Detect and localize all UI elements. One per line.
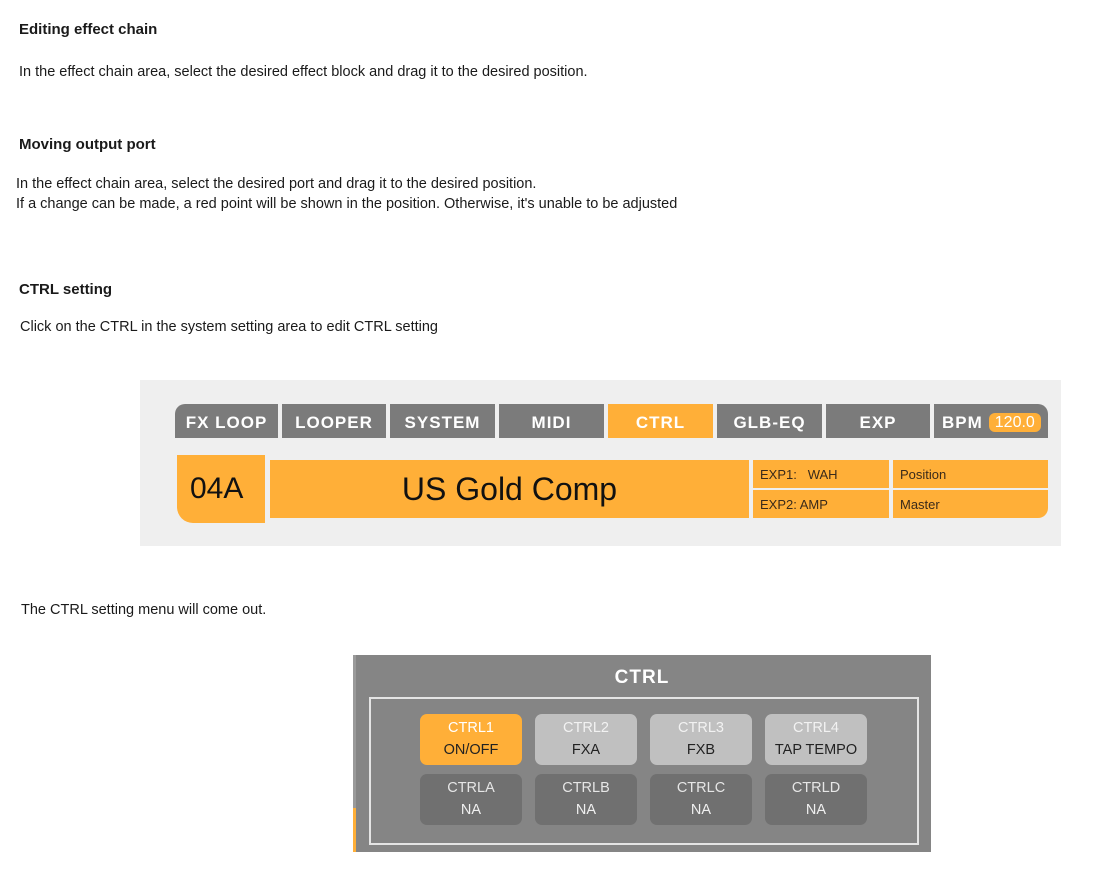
ctrl-menu-screenshot: [353, 655, 931, 852]
ctrlb-value: NA: [575, 802, 597, 818]
tab-midi[interactable]: MIDI: [499, 404, 604, 438]
ctrlc-value: NA: [690, 802, 712, 818]
tab-glb-eq[interactable]: GLB-EQ: [717, 404, 822, 438]
system-tab-bar: [175, 404, 1048, 438]
ctrl1-label: CTRL1: [448, 720, 494, 736]
ctrlb-label: CTRLB: [562, 780, 610, 796]
ctrl1-value: ON/OFF: [443, 742, 499, 758]
ctrl2-value: FXA: [571, 742, 601, 758]
section-title-moving-output-port: Moving output port: [19, 136, 156, 153]
ctrlc-label: CTRLC: [676, 780, 726, 796]
ctrl4-button[interactable]: [765, 714, 867, 765]
ctrld-button[interactable]: [765, 774, 867, 825]
ctrl4-label: CTRL4: [793, 720, 839, 736]
exp1-parameter[interactable]: Position: [893, 460, 1048, 488]
ctrl1-button[interactable]: [420, 714, 522, 765]
ctrl-menu-note: The CTRL setting menu will come out.: [21, 602, 267, 618]
ctrld-label: CTRLD: [791, 780, 841, 796]
background-edge-accent: [353, 808, 356, 852]
tab-fx-loop[interactable]: FX LOOP: [175, 404, 278, 438]
section-title-editing-effect-chain: Editing effect chain: [19, 21, 158, 38]
exp1-assignment[interactable]: EXP1: WAH: [753, 460, 889, 488]
tab-ctrl[interactable]: CTRL: [608, 404, 713, 438]
bpm-label: BPM: [942, 412, 983, 432]
ctrla-label: CTRLA: [447, 780, 495, 796]
tab-exp[interactable]: EXP: [826, 404, 930, 438]
ctrl3-label: CTRL3: [678, 720, 724, 736]
tab-bpm[interactable]: [934, 404, 1048, 438]
ctrl3-button[interactable]: [650, 714, 752, 765]
ctrlb-button[interactable]: [535, 774, 637, 825]
ctrla-button[interactable]: [420, 774, 522, 825]
moving-output-port-line1: In the effect chain area, select the desired port and drag it to the desired position.: [16, 176, 537, 192]
ctrlc-button[interactable]: [650, 774, 752, 825]
editing-effect-chain-text: In the effect chain area, select the desired effect block and drag it to the desired position.: [19, 64, 588, 80]
system-setting-screenshot: [140, 380, 1061, 546]
section-title-ctrl-setting: CTRL setting: [19, 281, 113, 298]
preset-name: US Gold Comp: [270, 460, 749, 518]
ctrl2-button[interactable]: [535, 714, 637, 765]
ctrla-value: NA: [460, 802, 482, 818]
ctrl2-label: CTRL2: [563, 720, 609, 736]
moving-output-port-line2: If a change can be made, a red point will be shown in the position. Otherwise, it's unable to be adjusted: [16, 196, 678, 212]
bpm-value[interactable]: 120.0: [989, 413, 1041, 432]
ctrl-menu-title: CTRL: [614, 667, 670, 688]
ctrl3-value: FXB: [686, 742, 716, 758]
ctrl4-value: TAP TEMPO: [774, 742, 858, 758]
tab-system[interactable]: SYSTEM: [390, 404, 495, 438]
ctrl-setting-text: Click on the CTRL in the system setting area to edit CTRL setting: [20, 319, 438, 335]
exp2-assignment[interactable]: EXP2: AMP: [753, 490, 889, 518]
exp2-parameter[interactable]: Master: [893, 490, 1048, 518]
tab-looper[interactable]: LOOPER: [282, 404, 386, 438]
preset-number: 04A: [177, 455, 265, 523]
ctrld-value: NA: [805, 802, 827, 818]
